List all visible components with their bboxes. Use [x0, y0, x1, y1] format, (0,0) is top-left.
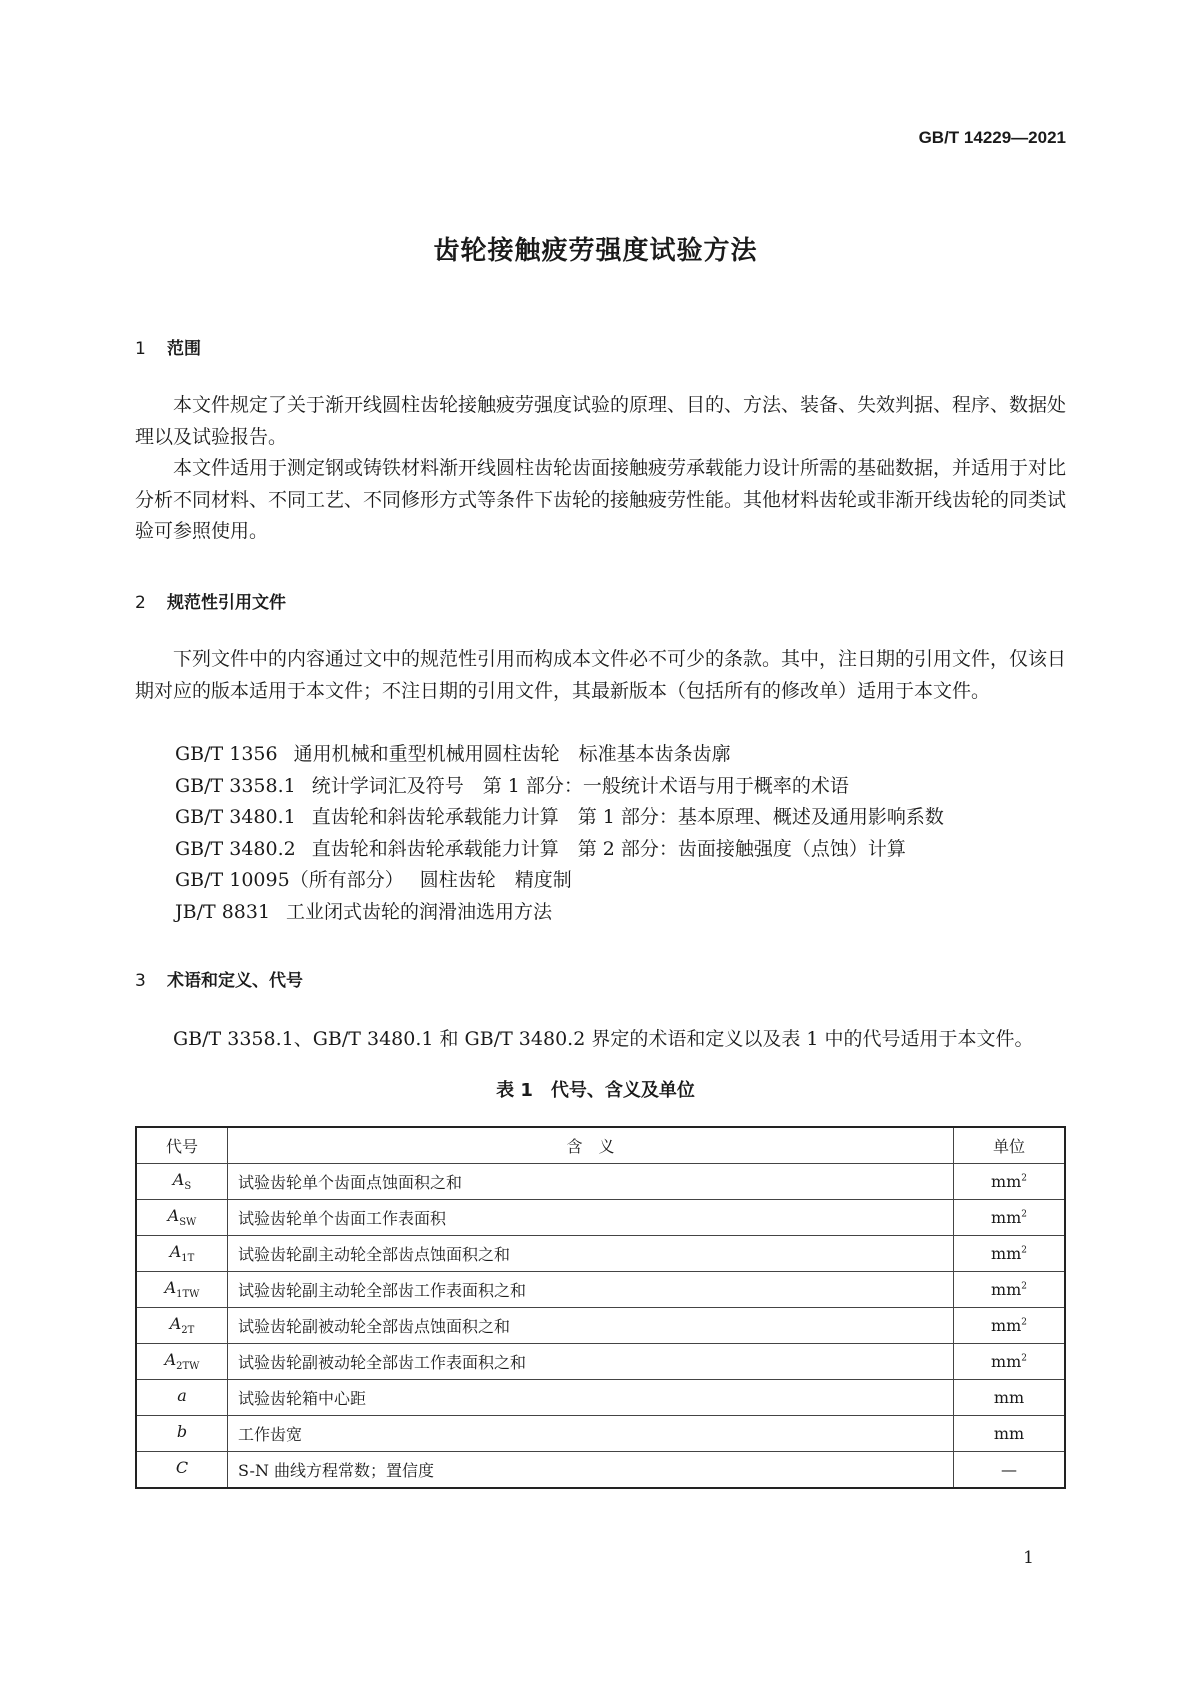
table-row — [136, 1452, 1065, 1489]
unit: mm — [990, 1280, 1022, 1299]
reference-item — [175, 897, 944, 929]
symbol: b — [176, 1422, 188, 1442]
meaning-cell: 试验齿轮箱中心距 — [228, 1380, 954, 1416]
unit-cell — [954, 1380, 1066, 1416]
symbol: a — [177, 1386, 187, 1406]
table-caption: 表 1 代号、含义及单位 — [496, 1080, 695, 1101]
reference-code: GB/T 1356 — [175, 743, 278, 765]
unit-cell — [954, 1344, 1066, 1380]
section-number: 2 — [135, 593, 146, 613]
unit-superscript: 2 — [1021, 1245, 1028, 1256]
unit: — — [1001, 1460, 1017, 1479]
unit-cell — [954, 1452, 1066, 1489]
unit-cell — [954, 1308, 1066, 1344]
reference-item — [175, 771, 944, 803]
standard-number: GB/T 14229—2021 — [918, 128, 1066, 147]
symbol-cell — [136, 1452, 228, 1489]
table-row — [136, 1200, 1065, 1236]
unit-cell — [954, 1200, 1066, 1236]
unit: mm — [990, 1244, 1022, 1263]
symbol: A — [169, 1314, 182, 1334]
table-header-row — [136, 1127, 1065, 1164]
unit-cell — [954, 1272, 1066, 1308]
paragraph: 下列文件中的内容通过文中的规范性引用而构成本文件必不可少的条款。其中，注日期的引用文件，仅该日期对应的版本适用于本文件；不注日期的引用文件，其最新版本（包括所有的修改单）适用于本文件。 — [135, 648, 1067, 702]
table-row — [136, 1380, 1065, 1416]
reference-title: 工业闭式齿轮的润滑油选用方法 — [286, 900, 553, 923]
unit: mm — [993, 1424, 1025, 1443]
paragraph: 本文件规定了关于渐开线圆柱齿轮接触疲劳强度试验的原理、目的、方法、装备、失效判据、程序、数据处理以及试验报告。 — [135, 394, 1067, 448]
reference-item — [175, 834, 944, 866]
symbol-subscript: 1T — [181, 1253, 195, 1265]
symbols-table — [135, 1126, 1066, 1489]
unit: mm — [990, 1352, 1022, 1371]
symbol-cell — [136, 1308, 228, 1344]
symbol-cell — [136, 1236, 228, 1272]
table-row — [136, 1236, 1065, 1272]
unit: mm — [993, 1388, 1025, 1407]
symbol: A — [172, 1170, 185, 1190]
meaning-cell: S-N 曲线方程常数；置信度 — [228, 1452, 954, 1489]
reference-title: 直齿轮和斜齿轮承载能力计算 第 1 部分：基本原理、概述及通用影响系数 — [311, 806, 944, 828]
header-unit: 单位 — [954, 1127, 1066, 1164]
reference-code: JB/T 8831 — [175, 900, 271, 923]
table-row — [136, 1308, 1065, 1344]
header-symbol: 代号 — [136, 1127, 228, 1164]
table-row — [136, 1416, 1065, 1452]
reference-item — [175, 802, 944, 834]
meaning-cell: 试验齿轮单个齿面工作表面积 — [228, 1200, 954, 1236]
meaning-cell: 工作齿宽 — [228, 1416, 954, 1452]
unit-cell — [954, 1416, 1066, 1452]
meaning-cell: 试验齿轮副被动轮全部齿点蚀面积之和 — [228, 1308, 954, 1344]
section-title: 范围 — [167, 339, 201, 359]
symbol: A — [164, 1278, 177, 1298]
reference-code: GB/T 3480.1 — [175, 806, 296, 828]
unit: mm — [990, 1316, 1022, 1335]
reference-title: 直齿轮和斜齿轮承载能力计算 第 2 部分：齿面接触强度（点蚀）计算 — [311, 837, 906, 860]
symbol-subscript: 2TW — [176, 1361, 200, 1373]
symbol-subscript: SW — [179, 1217, 197, 1229]
symbol: A — [167, 1206, 180, 1226]
reference-title: 通用机械和重型机械用圆柱齿轮 标准基本齿条齿廓 — [293, 743, 731, 765]
section-heading-2 — [135, 588, 286, 613]
meaning-cell: 试验齿轮副被动轮全部齿工作表面积之和 — [228, 1344, 954, 1380]
document-title: 齿轮接触疲劳强度试验方法 — [433, 236, 758, 266]
reference-list — [175, 739, 944, 928]
unit-superscript: 2 — [1021, 1209, 1028, 1220]
section-2-body — [135, 644, 1066, 707]
symbol-cell — [136, 1200, 228, 1236]
symbol-cell — [136, 1380, 228, 1416]
unit: mm — [990, 1208, 1022, 1227]
unit-cell — [954, 1236, 1066, 1272]
symbol-subscript: 2T — [181, 1325, 195, 1337]
symbol: C — [175, 1458, 189, 1478]
symbol: A — [164, 1350, 177, 1370]
reference-code: GB/T 3358.1 — [175, 774, 296, 797]
reference-item — [175, 865, 944, 897]
unit-superscript: 2 — [1021, 1173, 1028, 1184]
section-1-body — [135, 390, 1066, 548]
header-meaning: 含 义 — [228, 1127, 954, 1164]
meaning-cell: 试验齿轮副主动轮全部齿工作表面积之和 — [228, 1272, 954, 1308]
page-number: 1 — [1023, 1548, 1034, 1568]
table-row — [136, 1344, 1065, 1380]
reference-item — [175, 739, 944, 771]
reference-title: 统计学词汇及符号 第 1 部分：一般统计术语与用于概率的术语 — [311, 774, 849, 797]
meaning-cell: 试验齿轮单个齿面点蚀面积之和 — [228, 1164, 954, 1200]
section-heading-1 — [135, 334, 201, 359]
section-title: 规范性引用文件 — [167, 593, 286, 613]
section-title: 术语和定义、代号 — [167, 971, 303, 991]
section-number: 3 — [135, 971, 146, 991]
symbol-subscript: S — [184, 1181, 192, 1193]
meaning-cell: 试验齿轮副主动轮全部齿点蚀面积之和 — [228, 1236, 954, 1272]
symbol-subscript: 1TW — [176, 1289, 200, 1301]
section-heading-3 — [135, 966, 303, 991]
reference-code: GB/T 10095（所有部分） — [175, 869, 404, 891]
table-row — [136, 1272, 1065, 1308]
unit-superscript: 2 — [1021, 1281, 1028, 1292]
symbol-cell — [136, 1164, 228, 1200]
section-3-body — [135, 1024, 1066, 1056]
unit-superscript: 2 — [1021, 1353, 1028, 1364]
paragraph: 本文件适用于测定钢或铸铁材料渐开线圆柱齿轮齿面接触疲劳承载能力设计所需的基础数据，并适用于对比分析不同材料、不同工艺、不同修形方式等条件下齿轮的接触疲劳性能。其他材料齿轮或非渐开线齿轮的同类试验可参照使用。 — [135, 457, 1067, 542]
unit-superscript: 2 — [1021, 1317, 1028, 1328]
reference-code: GB/T 3480.2 — [175, 837, 296, 860]
paragraph: GB/T 3358.1、GB/T 3480.1 和 GB/T 3480.2 界定的术语和定义以及表 1 中的代号适用于本文件。 — [173, 1028, 1034, 1050]
symbol: A — [169, 1242, 182, 1262]
symbol-cell — [136, 1416, 228, 1452]
symbol-cell — [136, 1344, 228, 1380]
symbol-cell — [136, 1272, 228, 1308]
unit-cell — [954, 1164, 1066, 1200]
reference-title: 圆柱齿轮 精度制 — [419, 869, 572, 891]
table-row — [136, 1164, 1065, 1200]
section-number: 1 — [135, 339, 146, 359]
unit: mm — [990, 1172, 1022, 1191]
